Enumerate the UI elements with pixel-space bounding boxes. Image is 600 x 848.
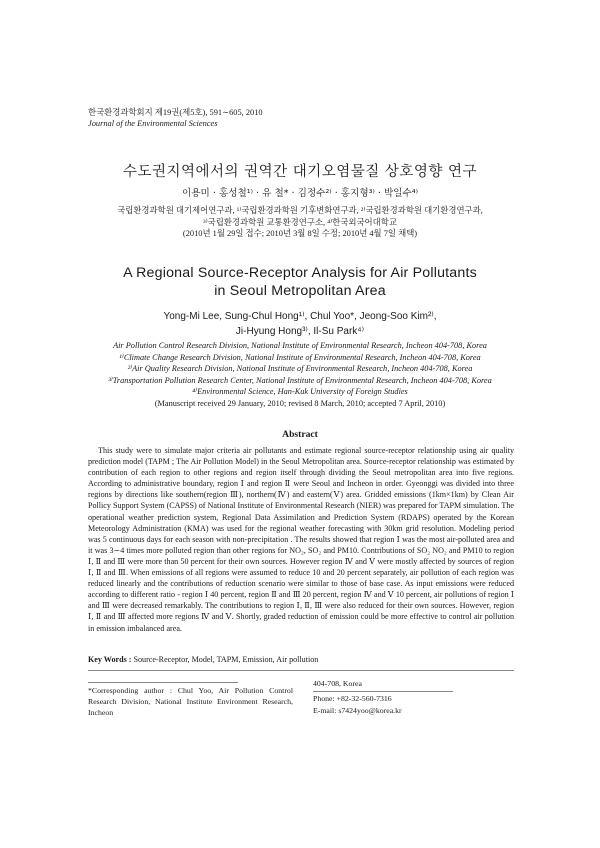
affiliation-ko-line: 국립환경과학원 대기제어연구과, ¹⁾국립환경과학원 기후변화연구과, ²⁾국립환경과학원 대기환경연구과,: [117, 206, 483, 215]
keywords-rule: [88, 670, 514, 671]
journal-name-en: Journal of the Environmental Sciences: [88, 119, 218, 128]
affiliation-en: ⁴⁾Environmental Science, Han-Kuk University of Foreign Studies: [192, 387, 408, 397]
affiliation-en: ¹⁾Climate Change Research Division, National Institute of Environmental Research, Incheon 404-708, Korea: [119, 352, 481, 362]
affiliation-ko-line: ³⁾국립환경과학원 교통환경연구소, ⁴⁾한국외국어대학교: [203, 217, 397, 227]
authors-english: [0, 309, 600, 339]
title-korean: 수도권지역에서의 권역간 대기오염물질 상호영향 연구: [122, 164, 478, 180]
phone-line: Phone: +82-32-560-7316: [313, 694, 392, 704]
abstract-heading: Abstract: [282, 429, 318, 440]
affiliations-english: [60, 340, 540, 410]
title-english: [0, 265, 600, 300]
address-line: 404-708, Korea: [313, 679, 362, 688]
journal-header: [88, 107, 263, 129]
affiliation-en: ³⁾Transportation Pollution Research Center, National Institute of Environmental Research, Incheon 404-708, Korea: [108, 375, 492, 385]
title-en-line: in Seoul Metropolitan Area: [214, 282, 386, 299]
keywords: [88, 655, 514, 664]
authors-en-line: Ji-Hyung Hong³⁾, Il-Su Park⁴⁾: [235, 326, 365, 337]
corresponding-author-note: *Corresponding author : Chul Yoo, Air Pollution Control Research Division, National Institute Environment Research, Incheon: [88, 686, 293, 717]
corresponding-author-contact: [313, 678, 513, 716]
received-dates-ko: (2010년 1월 29일 접수; 2010년 3월 8일 수정; 2010년 4월 7일 채택): [182, 229, 418, 238]
abstract-body: This study were to simulate major criteria air pollutants and estimate regional source-receptor relationship using air quality prediction model (TAPM ; The Air Pollution Model) in the Seoul Metropolitan area. Source-receptor relationship was estimated by contribution of each region to other regions and region itself through dividing the Seoul metropolitan area into five regions. According to administrative boundary, region Ⅰ and region Ⅱ were Seoul and Incheon in order. Gyeonggi was divided into three regions by directions like southern(region Ⅲ), northern(Ⅳ) and eastern(Ⅴ) area. Gridded emissions (1km×1km) by Clean Air Pollicy Support System (CAPSS) of National Institute of Environmental Research (NIER) was prepared for TAPM simulation. The operational weather prediction system, Regional Data Assimilation and Prediction System (RDAPS) operated by the Korean Meteorology Administration (KMA) was used for the regional weather forecasting with 30km grid resolution. Modeling period was 5 continuous days for each season with non-precipitation . The results showed that region Ⅰ was the most air-polluted area and it was 3∼4 times more polluted region than other regions for NO₂, SO₂ and PM10. Contributions of SO₂ NO₂ and PM10 to region Ⅰ, Ⅱ and Ⅲ were more than 50 percent for their own sources. However region Ⅳ and Ⅴ were mostly affected by sources of region Ⅰ, Ⅱ and Ⅲ. When emissions of all regions were assumed to reduce 10 and 20 percent separately, air pollution of each region was reduced linearly and the contributions of reduction scenario were similar to those of base case. As input emissions were reduced according to different ratio - region Ⅰ 40 percent, region Ⅱ and Ⅲ 20 percent, region Ⅳ and Ⅴ 10 percent, air pollutions of region Ⅰ and Ⅲ were decreased remarkably. The contributions to region Ⅰ, Ⅱ, Ⅲ were also reduced for their own sources. However, region Ⅰ, Ⅱ and Ⅲ affected more regions Ⅳ and Ⅴ. Shortly, graded reduction of emission could be more effective to control air pollution in emission imbalanced area.: [88, 446, 514, 633]
affiliation-en: ²⁾Air Quality Research Division, National Institute of Environmental Research, Incheon 404-708, Korea: [127, 364, 473, 374]
keywords-label: Key Words :: [88, 655, 134, 664]
authors-korean: 이용미 · 홍성철¹⁾ · 유 철* · 김정수²⁾ · 홍지형³⁾ · 박일수⁴⁾: [182, 188, 418, 199]
keywords-value: Source-Receptor, Model, TAPM, Emission, Air pollution: [133, 655, 319, 664]
affiliations-korean: [60, 205, 540, 240]
footnote-rule: [88, 682, 238, 683]
received-dates-en: (Manuscript received 29 January, 2010; revised 8 March, 2010; accepted 7 April, 2010): [154, 398, 446, 408]
journal-citation-ko: 한국환경과학회지 제19권(제5호), 591∼605, 2010: [88, 108, 263, 117]
email-line: E-mail: s7424yoo@korea.kr: [313, 705, 402, 715]
affiliation-en: Air Pollution Control Research Division, National Institute of Environmental Research, Incheon 404-708, Korea: [113, 341, 487, 350]
authors-en-line: Yong-Mi Lee, Sung-Chul Hong¹⁾, Chul Yoo*, Jeong-Soo Kim²⁾,: [163, 311, 437, 322]
title-en-line: A Regional Source-Receptor Analysis for Air Pollutants: [123, 265, 477, 281]
contact-rule: [313, 691, 453, 692]
